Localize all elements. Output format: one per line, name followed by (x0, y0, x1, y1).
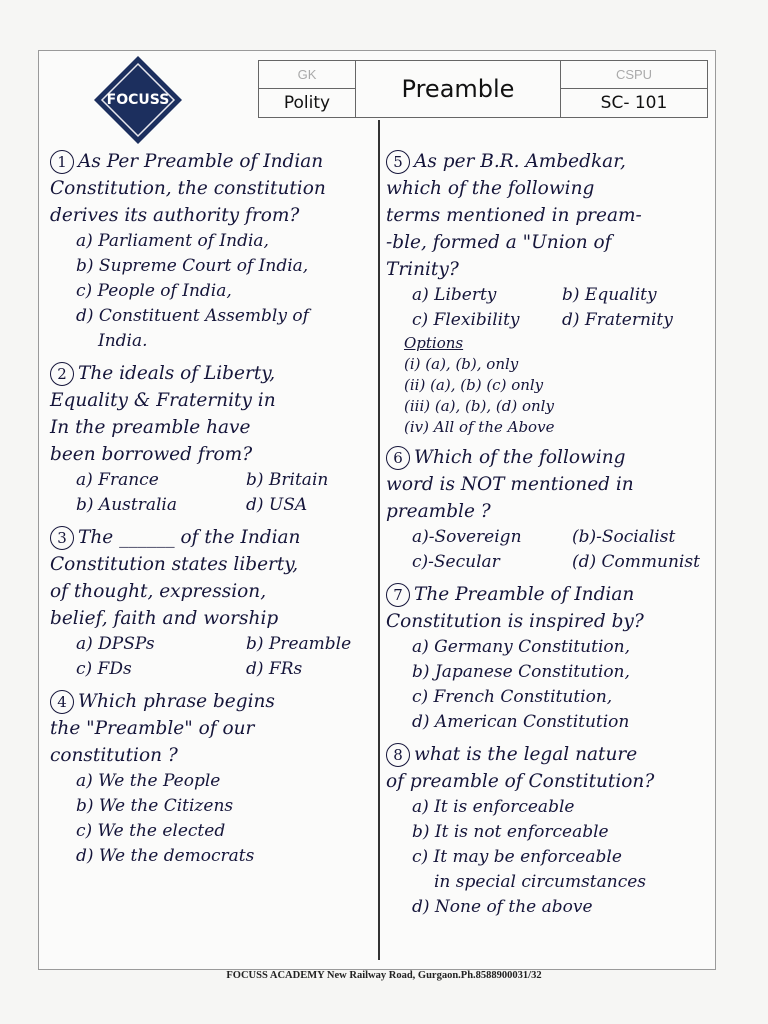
question-text: The ideals of Liberty, (78, 363, 276, 384)
question-text: derives its authority from? (50, 205, 300, 226)
option: a)-Sovereign (412, 527, 522, 547)
sub-option: (ii) (a), (b) (c) only (404, 376, 544, 394)
series-label: CSPU (561, 61, 707, 89)
sub-option: (iv) All of the Above (404, 418, 555, 436)
option: d) Fraternity (562, 310, 673, 330)
question-text: Constitution, the constitution (50, 178, 326, 199)
focuss-logo (92, 54, 184, 146)
question-4 (50, 688, 374, 869)
question-text: word is NOT mentioned in (386, 474, 634, 495)
question-text: As Per Preamble of Indian (78, 151, 324, 172)
sheet-code: SC- 101 (600, 92, 668, 113)
sub-option: (i) (a), (b), only (404, 355, 519, 373)
left-column (50, 148, 374, 875)
question-number: 2 (50, 362, 74, 386)
right-column (386, 148, 708, 926)
option: c)-Secular (412, 552, 500, 572)
option: a) Liberty (412, 285, 497, 305)
question-8 (386, 741, 708, 920)
page-title: Preamble (401, 75, 515, 103)
question-text: The Preamble of Indian (414, 584, 635, 605)
question-text: Which of the following (414, 447, 626, 468)
option: c) People of India, (76, 281, 232, 301)
question-5 (386, 148, 708, 438)
question-number: 4 (50, 690, 74, 714)
question-text: which of the following (386, 178, 595, 199)
option: (b)-Socialist (572, 527, 676, 547)
question-7 (386, 581, 708, 735)
question-number: 8 (386, 743, 410, 767)
question-text: been borrowed from? (50, 444, 253, 465)
option: India. (98, 331, 148, 351)
column-divider (378, 120, 380, 960)
question-1 (50, 148, 374, 354)
option: b) Britain (246, 470, 329, 490)
question-text: preamble ? (386, 501, 491, 522)
gk-label: GK (259, 61, 355, 89)
logo-text: FOCUSS (106, 92, 170, 108)
question-text: Trinity? (386, 259, 459, 280)
option: c) We the elected (76, 821, 226, 841)
question-6 (386, 444, 708, 575)
option: in special circumstances (434, 872, 647, 892)
question-number: 3 (50, 526, 74, 550)
question-3 (50, 524, 374, 682)
question-text: Constitution states liberty, (50, 554, 299, 575)
sub-option: (iii) (a), (b), (d) only (404, 397, 554, 415)
question-number: 1 (50, 150, 74, 174)
option: b) Japanese Constitution, (412, 662, 630, 682)
question-text: In the preamble have (50, 417, 251, 438)
question-number: 6 (386, 446, 410, 470)
option: b) It is not enforceable (412, 822, 609, 842)
question-text: -ble, formed a "Union of (386, 232, 612, 253)
question-text: of thought, expression, (50, 581, 267, 602)
option: a) Germany Constitution, (412, 637, 630, 657)
option: b) Supreme Court of India, (76, 256, 309, 276)
subject-label: Polity (283, 92, 331, 113)
footer-address: FOCUSS ACADEMY New Railway Road, Gurgaon.Ph.8588900031/32 (226, 970, 542, 981)
option: d) FRs (246, 659, 303, 679)
option: b) Equality (562, 285, 657, 305)
option: a) Parliament of India, (76, 231, 269, 251)
option: c) It may be enforceable (412, 847, 622, 867)
option: a) France (76, 470, 159, 490)
option: b) We the Citizens (76, 796, 234, 816)
question-text: of preamble of Constitution? (386, 771, 655, 792)
option: d) We the democrats (76, 846, 255, 866)
option: (d) Communist (572, 552, 700, 572)
option: d) American Constitution (412, 712, 630, 732)
option: b) Australia (76, 495, 177, 515)
option: d) None of the above (412, 897, 593, 917)
option: a) It is enforceable (412, 797, 575, 817)
question-text: The ______ of the Indian (78, 527, 301, 548)
question-text: Constitution is inspired by? (386, 611, 644, 632)
question-text: the "Preamble" of our (50, 718, 255, 739)
question-2 (50, 360, 374, 518)
option: a) DPSPs (76, 634, 155, 654)
question-text: belief, faith and worship (50, 608, 279, 629)
option: c) French Constitution, (412, 687, 613, 707)
question-text: terms mentioned in pream- (386, 205, 642, 226)
question-number: 7 (386, 583, 410, 607)
option: a) We the People (76, 771, 221, 791)
question-text: Which phrase begins (78, 691, 275, 712)
option: c) FDs (76, 659, 132, 679)
option: d) USA (246, 495, 308, 515)
header-table (258, 60, 708, 118)
options-label: Options (404, 334, 464, 352)
question-text: constitution ? (50, 745, 178, 766)
question-number: 5 (386, 150, 410, 174)
question-text: what is the legal nature (414, 744, 638, 765)
option: c) Flexibility (412, 310, 520, 330)
option: d) Constituent Assembly of (76, 306, 309, 326)
question-text: Equality & Fraternity in (50, 390, 276, 411)
question-text: As per B.R. Ambedkar, (414, 151, 626, 172)
option: b) Preamble (246, 634, 352, 654)
